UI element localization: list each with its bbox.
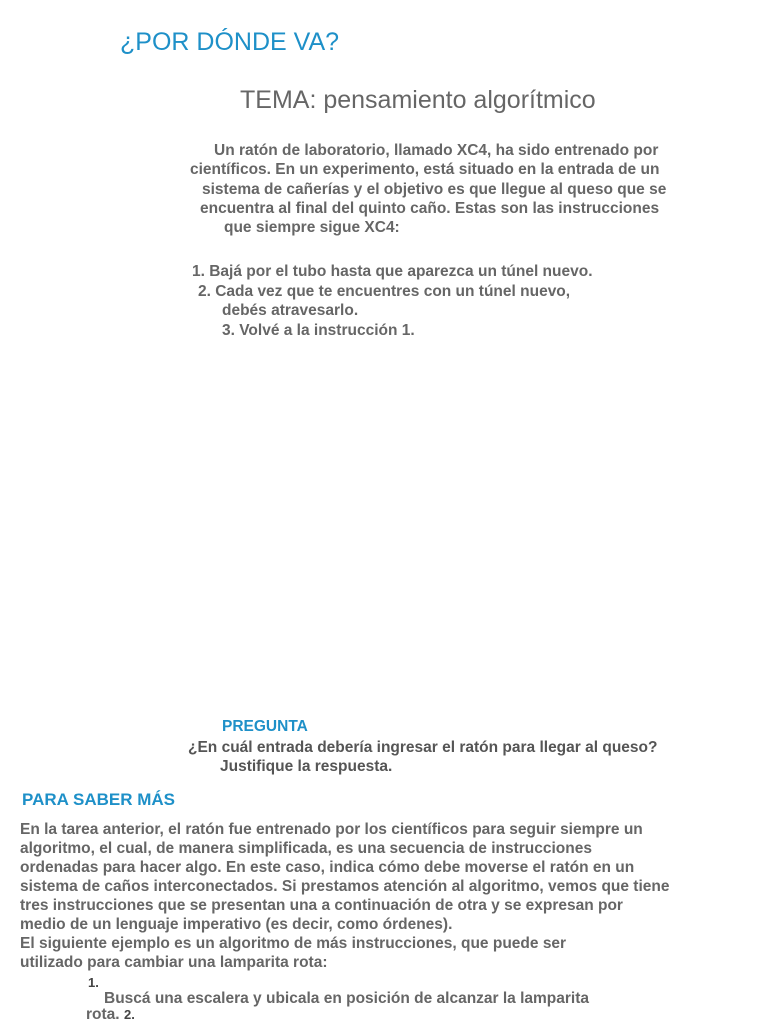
topic-title: TEMA: pensamiento algorítmico (240, 86, 596, 114)
step-last-line (86, 1006, 135, 1024)
instruction-item: 3. Volvé a la instrucción 1. (222, 322, 415, 339)
question-line: ¿En cuál entrada debería ingresar el ratón para llegar al queso? (188, 739, 658, 756)
body-line: medio de un lenguaje imperativo (es decir, como órdenes). (20, 916, 453, 933)
step-number: 1. (88, 975, 99, 990)
instruction-item: 2. Cada vez que te encuentres con un túnel nuevo, (198, 283, 571, 300)
intro-line: encuentra al final del quinto caño. Estas son las instrucciones (200, 200, 660, 217)
intro-line: que siempre sigue XC4: (224, 219, 400, 236)
intro-line: Un ratón de laboratorio, llamado XC4, ha sido entrenado por (214, 142, 659, 159)
body-line: tres instrucciones que se presentan una a continuación de otra y se expresan por (20, 897, 623, 914)
body-line: El siguiente ejemplo es un algoritmo de más instrucciones, que puede ser (20, 935, 567, 952)
step-number: 2. (124, 1007, 135, 1022)
body-line: sistema de caños interconectados. Si prestamos atención al algoritmo, vemos que tiene (20, 878, 670, 895)
body-line: En la tarea anterior, el ratón fue entrenado por los científicos para seguir siempre un (20, 821, 643, 838)
section-heading: PARA SABER MÁS (22, 790, 176, 809)
body-line: utilizado para cambiar una lamparita rota: (20, 954, 328, 971)
instruction-item: debés atravesarlo. (222, 302, 359, 319)
body-line: ordenadas para hacer algo. En este caso, indica cómo debe moverse el ratón en un (20, 859, 635, 876)
question-label: PREGUNTA (222, 718, 308, 735)
instruction-item: 1. Bajá por el tubo hasta que aparezca un túnel nuevo. (192, 263, 593, 280)
step-text: Buscá una escalera y ubicala en posición de alcanzar la lamparita (104, 990, 590, 1007)
question-line: Justifique la respuesta. (220, 758, 393, 775)
page-title: ¿POR DÓNDE VA? (120, 28, 340, 56)
body-line: algoritmo, el cual, de manera simplificada, es una secuencia de instrucciones (20, 840, 592, 857)
intro-line: científicos. En un experimento, está situado en la entrada de un (190, 161, 660, 178)
step-text: rota. (86, 1006, 120, 1023)
intro-line: sistema de cañerías y el objetivo es que llegue al queso que se (202, 181, 667, 198)
